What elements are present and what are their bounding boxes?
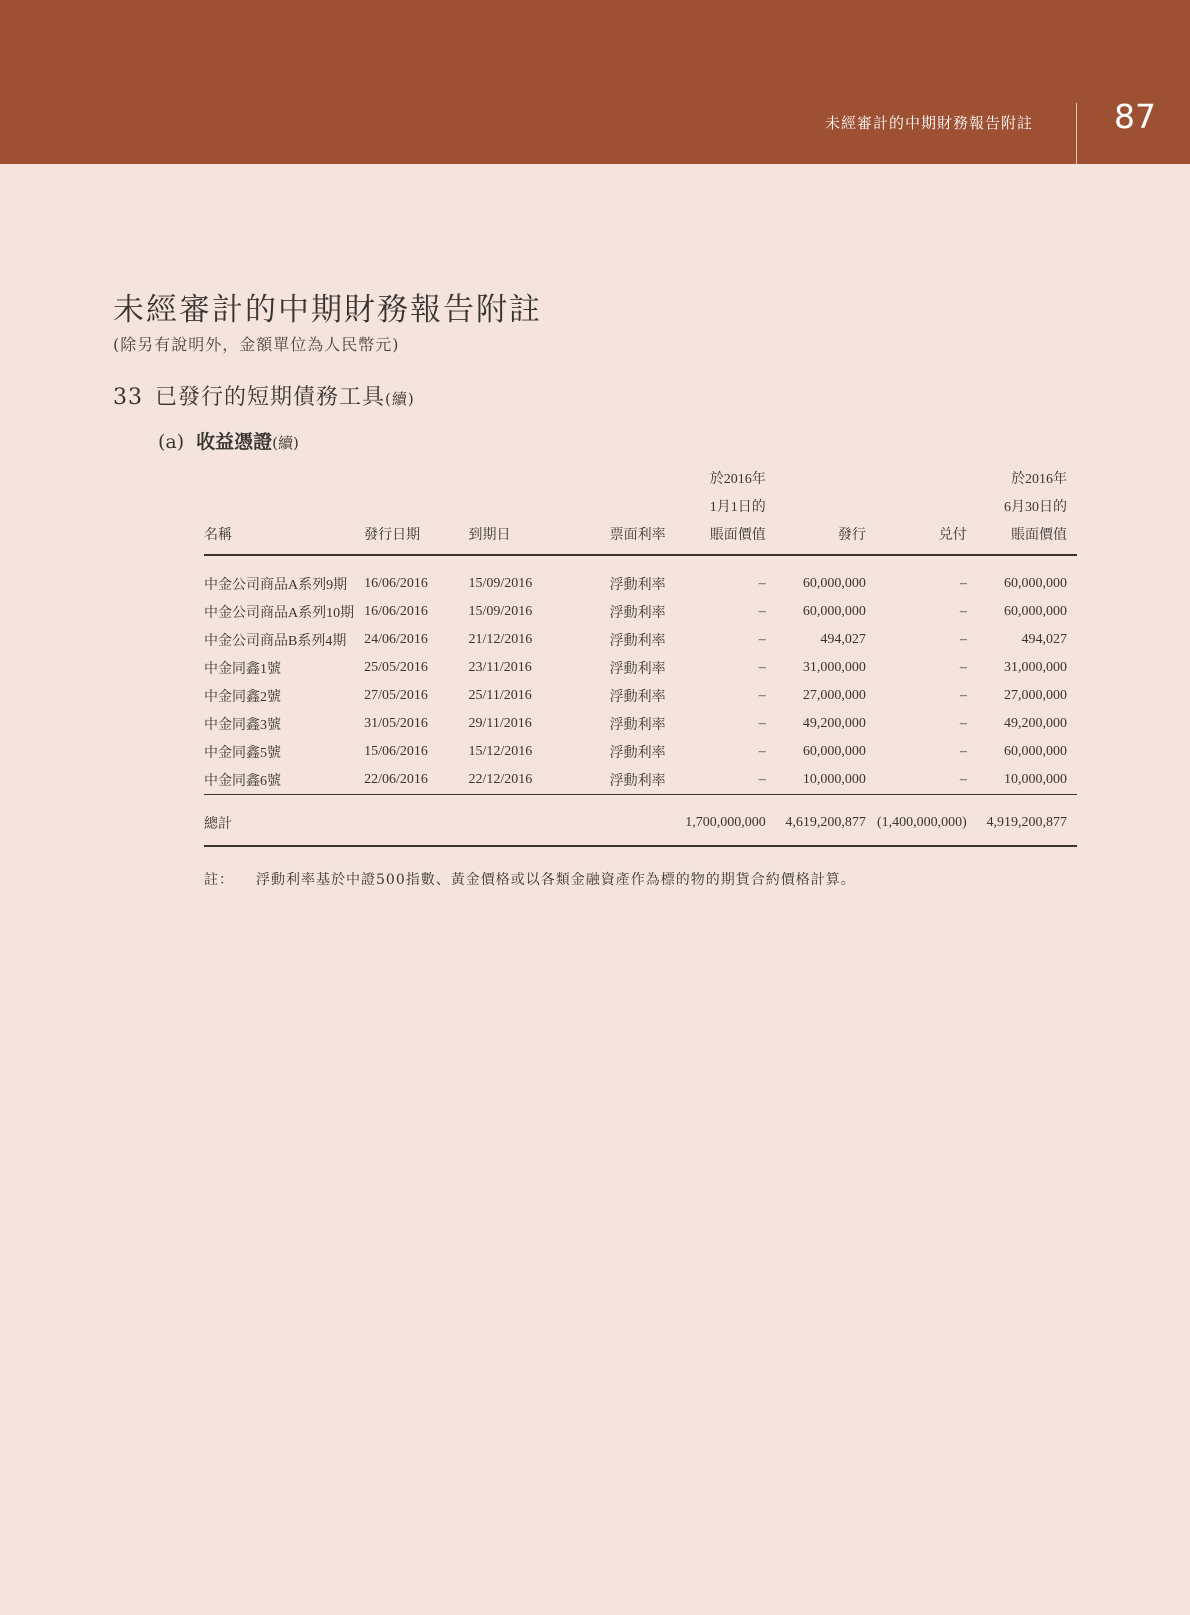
cell-redeemed: – <box>959 632 967 647</box>
cell-opening: – <box>676 766 776 795</box>
header-opening-balance <box>676 466 776 555</box>
page-subtitle: (除另有說明外，金額單位為人民幣元) <box>113 335 400 354</box>
cell-issue-date: 22/06/2016 <box>364 766 468 795</box>
table-total-row <box>204 795 1077 847</box>
section-number: 33 <box>113 385 143 410</box>
header-closing-line-1: 於2016年 <box>1011 472 1067 487</box>
cell-closing: 10,000,000 <box>977 766 1077 795</box>
cell-closing: 60,000,000 <box>1004 744 1067 759</box>
cell-name: 中金同鑫5號 <box>204 746 281 761</box>
footnote <box>204 869 856 889</box>
header-maturity-date: 到期日 <box>468 466 609 555</box>
total-issued: 4,619,200,877 <box>776 795 876 847</box>
header-issue-date: 發行日期 <box>364 466 468 555</box>
cell-issued: 60,000,000 <box>802 744 866 759</box>
total-empty-cell <box>364 795 468 847</box>
total-empty-cell <box>610 795 676 847</box>
header-closing-line-3: 賬面價值 <box>1011 528 1067 543</box>
cell-coupon: 浮動利率 <box>609 578 666 593</box>
table-row <box>204 598 1077 626</box>
header-opening-line-1: 於2016年 <box>709 472 766 487</box>
cell-issue-date: 15/06/2016 <box>364 744 428 759</box>
page-number: 87 <box>1114 97 1156 136</box>
cell-coupon: 浮動利率 <box>610 766 676 795</box>
cell-issued: 60,000,000 <box>802 576 866 591</box>
cell-maturity-date: 15/09/2016 <box>468 604 533 619</box>
table-row <box>204 654 1077 682</box>
header-opening-line-3: 賬面價值 <box>709 528 766 543</box>
cell-coupon: 浮動利率 <box>609 634 666 649</box>
cell-opening: – <box>758 632 766 647</box>
cell-issued: 60,000,000 <box>802 604 866 619</box>
cell-maturity-date: 29/11/2016 <box>468 716 532 731</box>
cell-issued: 49,200,000 <box>802 716 866 731</box>
cell-closing: 27,000,000 <box>1004 688 1067 703</box>
page-title: 未經審計的中期財務報告附註 <box>113 292 542 328</box>
section-suffix: (續) <box>385 390 415 408</box>
cell-name: 中金公司商品B系列4期 <box>204 634 347 649</box>
cell-name: 中金公司商品A系列9期 <box>204 578 348 593</box>
cell-opening: – <box>758 688 766 703</box>
cell-closing: 60,000,000 <box>1004 576 1067 591</box>
cell-opening: – <box>758 716 766 731</box>
cell-maturity-date: 22/12/2016 <box>468 766 609 795</box>
cell-closing: 60,000,000 <box>1004 604 1067 619</box>
header-name: 名稱 <box>204 466 364 555</box>
cell-redeemed: – <box>959 688 967 703</box>
cell-coupon: 浮動利率 <box>609 746 666 761</box>
cell-redeemed: – <box>959 604 967 619</box>
header-coupon: 票面利率 <box>610 466 676 555</box>
header-title: 未經審計的中期財務報告附註 <box>824 114 1033 132</box>
cell-name: 中金同鑫1號 <box>204 662 281 677</box>
cell-issue-date: 27/05/2016 <box>364 688 428 703</box>
cell-issue-date: 24/06/2016 <box>364 632 428 647</box>
table-row <box>204 738 1077 766</box>
cell-maturity-date: 15/09/2016 <box>468 576 533 591</box>
subsection-suffix: (續) <box>272 434 299 452</box>
cell-opening: – <box>758 660 766 675</box>
cell-issue-date: 31/05/2016 <box>364 716 428 731</box>
section-heading <box>113 380 415 411</box>
header-issued: 發行 <box>776 466 876 555</box>
table-header-row <box>204 466 1077 555</box>
header-redeemed: 兑付 <box>876 466 977 555</box>
header-opening-line-2: 1月1日的 <box>709 500 766 515</box>
debt-instruments-table <box>204 466 1077 847</box>
cell-redeemed: – <box>959 660 967 675</box>
cell-redeemed: – <box>876 766 977 795</box>
subsection-heading <box>158 427 299 454</box>
cell-redeemed: – <box>959 576 967 591</box>
cell-maturity-date: 21/12/2016 <box>468 632 533 647</box>
subsection-letter: (a) <box>158 431 185 453</box>
cell-coupon: 浮動利率 <box>609 606 666 621</box>
cell-opening: – <box>758 576 766 591</box>
table-row <box>204 682 1077 710</box>
cell-issue-date: 16/06/2016 <box>364 604 428 619</box>
cell-opening: – <box>758 604 766 619</box>
total-opening: 1,700,000,000 <box>676 795 776 847</box>
footnote-label: 註： <box>204 872 234 888</box>
cell-opening: – <box>758 744 766 759</box>
page-header-band <box>0 0 1190 164</box>
cell-issued: 494,027 <box>820 632 866 647</box>
cell-issued: 31,000,000 <box>802 660 866 675</box>
cell-name: 中金公司商品A系列10期 <box>204 606 355 621</box>
total-redeemed: (1,400,000,000) <box>876 795 977 847</box>
section-title: 已發行的短期債務工具 <box>155 385 386 410</box>
cell-name: 中金同鑫3號 <box>204 718 281 733</box>
cell-maturity-date: 15/12/2016 <box>468 744 533 759</box>
cell-closing: 31,000,000 <box>1004 660 1067 675</box>
table-row <box>204 626 1077 654</box>
total-empty-cell <box>468 795 609 847</box>
subsection-title: 收益憑證 <box>196 431 273 453</box>
table-row <box>204 555 1077 598</box>
total-label: 總計 <box>204 795 364 847</box>
total-closing: 4,919,200,877 <box>977 795 1077 847</box>
cell-issue-date: 25/05/2016 <box>364 660 428 675</box>
cell-issued: 27,000,000 <box>802 688 866 703</box>
footnote-text: 浮動利率基於中證500指數、黃金價格或以各類金融資產作為標的物的期貨合約價格計算。 <box>256 872 856 888</box>
cell-name: 中金同鑫2號 <box>204 690 281 705</box>
header-closing-line-2: 6月30日的 <box>1004 500 1067 515</box>
cell-coupon: 浮動利率 <box>609 662 666 677</box>
cell-redeemed: – <box>959 716 967 731</box>
cell-issued: 10,000,000 <box>776 766 876 795</box>
cell-issue-date: 16/06/2016 <box>364 576 428 591</box>
cell-coupon: 浮動利率 <box>609 718 666 733</box>
header-divider <box>1076 103 1077 164</box>
table-row <box>204 710 1077 738</box>
cell-closing: 49,200,000 <box>1004 716 1067 731</box>
cell-maturity-date: 23/11/2016 <box>468 660 532 675</box>
cell-coupon: 浮動利率 <box>609 690 666 705</box>
table-row <box>204 766 1077 795</box>
header-closing-balance <box>977 466 1077 555</box>
cell-maturity-date: 25/11/2016 <box>468 688 532 703</box>
cell-redeemed: – <box>959 744 967 759</box>
cell-name: 中金同鑫6號 <box>204 766 364 795</box>
cell-closing: 494,027 <box>1021 632 1067 647</box>
